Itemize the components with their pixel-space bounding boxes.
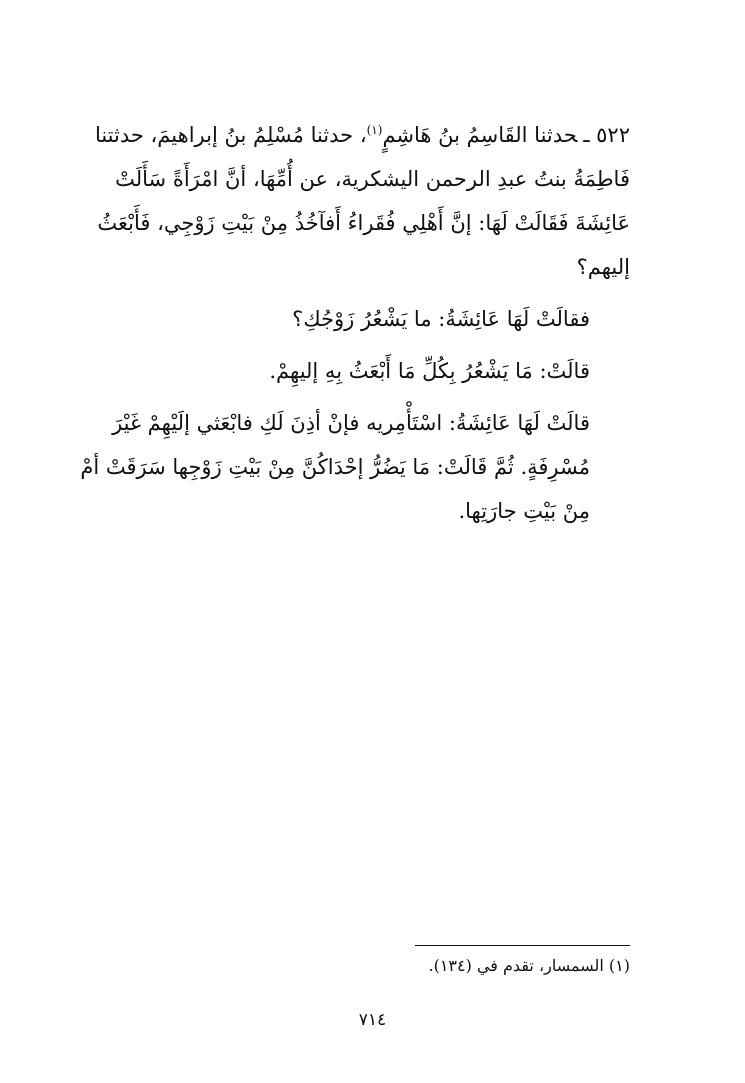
footnote-divider	[415, 945, 630, 946]
hadith-paragraph-1	[70, 108, 630, 289]
hadith-paragraph-3: قالَتْ: مَا يَشْعُرُ بِكُلِّ مَا أَبْعَثُ بِهِ إليهِمْ.	[269, 359, 590, 383]
footnote: (١) السمسار، تقدم في (١٣٤).	[428, 956, 630, 975]
footnote-marker[interactable]: (١)	[366, 123, 383, 137]
hadith-number: ٥٢٢ ـ	[583, 123, 630, 147]
hadith-chain-start: حدثنا القَاسِمُ بنُ هَاشِمٍ	[382, 123, 578, 147]
hadith-chain-rest: ، حدثنا مُسْلِمُ بنُ إبراهيمَ، حدثتنا فَاطِمَةُ بنتُ عبدِ الرحمن اليشكرية، عن أُمِّهَا، أنَّ امْرَأَةً سَأَلَتْ عَائِشَةَ فَقَالَتْ لَهَا: إنَّ أَهْلِي فُقَراءُ أَفآخُذُ مِنْ بَيْتِ زَوْجِي، فَأَبْعَثُ إليهم؟	[94, 123, 630, 279]
hadith-paragraph-2: فقالَتْ لَهَا عَائِشَةُ: ما يَشْعُرُ زَوْجُكِ؟	[292, 307, 590, 331]
page-number: ٧١٤	[358, 1010, 387, 1030]
hadith-text	[70, 108, 630, 533]
hadith-paragraph-4: قالَتْ لَهَا عَائِشَةُ: اسْتَأْمِريه فإنْ أذِنَ لَكِ فابْعَثي إلَيْهِمْ غَيْرَ مُسْرِفَةٍ. ثُمَّ قَالَتْ: مَا يَضُرُّ إحْدَاكُنَّ مِنْ بَيْتِ زَوْجِها سَرَقَتْ أمْ مِنْ بَيْتِ جارَتِها.	[80, 411, 590, 523]
